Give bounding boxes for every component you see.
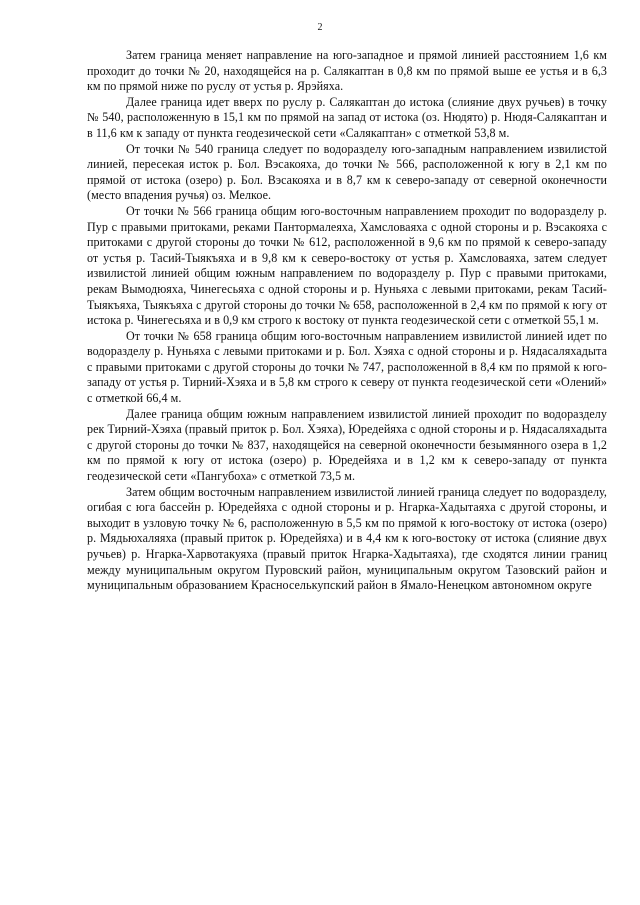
paragraph: От точки № 540 граница следует по водоразделу юго-западным направлением извилистой линией, пересекая исток р. Бол. Вэсакояха, до точки № 566, расположенной к югу в 2,1 км по прямой от истока (озеро) р. Бол. Вэсакояха и в 8,7 км к северо-западу от северной оконечности (место впадения ручья) оз. Мелкое. xyxy=(87,141,607,203)
paragraph: От точки № 658 граница общим юго-восточным направлением извилистой линией идет по водоразделу р. Нуньяха с левыми притоками и р. Бол. Хэяха с одной стороны и р. Нядасаляхадыта с правыми притоками с другой стороны до точки № 747, расположенной в 8,4 км по прямой к юго-западу от устья р. Тирний-Хэяха и в 5,8 км строго к северу от пункта геодезической сети «Олений» с отметкой 66,4 м. xyxy=(87,328,607,406)
paragraph: Затем общим восточным направлением извилистой линией граница следует по водоразделу, огибая с юга бассейн р. Юредейяха с одной стороны и р. Нгарка-Хадытаяха с другой стороны, и выходит в узловую точку № 6, расположенную в 5,5 км по прямой к юго-востоку от истока (озеро) р. Мядьюхаляяха (правый приток р. Юредейяха) и в 4,4 км к юго-востоку от истока (слияние двух ручьев) р. Нгарка-Харвотакуяха (правый приток Нгарка-Хадытаяха), где сходятся линии границ между муниципальным округом Пуровский район, муниципальным округом Тазовский район и муниципальным образованием Красноселькупский район в Ямало-Ненецком автономном округе xyxy=(87,484,607,593)
paragraph: От точки № 566 граница общим юго-восточным направлением проходит по водоразделу р. Пур с правыми притоками, реками Пантормалеяха, Хамсловаяха с одной стороны и р. Вэсакояха с притоками с другой стороны до точки № 612, расположенной в 9,6 км по прямой к северо-западу от устья р. Тасий-Тыякъяха и в 9,8 км к северо-востоку от устья р. Хамсловаяха, затем следует извилистой линией общим южным направлением по водоразделу р. Пур с правыми притоками, рекам Вымодюяха, Чинегесьяха с одной стороны и р. Нуньяха с левыми притоками, рекам Тасий-Тыякъяха, Тыякъяха с другой стороны до точки № 658, расположенной в 2,4 км по прямой к югу от истока р. Чинегесьяха и в 0,9 км строго к востоку от пункта геодезической сети с отметкой 55,1 м. xyxy=(87,203,607,328)
paragraph: Затем граница меняет направление на юго-западное и прямой линией расстоянием 1,6 км проходит до точки № 20, находящейся на р. Салякаптан в 0,8 км по прямой выше ее устья и в 6,3 км по прямой ниже по руслу от устья р. Ярэйяха. xyxy=(87,48,607,94)
page-number: 2 xyxy=(317,22,323,33)
paragraph: Далее граница общим южным направлением извилистой линией проходит по водоразделу рек Тирний-Хэяха (правый приток р. Бол. Хэяха), Юредейяха с одной стороны и р. Нядасаляхадыта с другой стороны до точки № 837, находящейся на северной оконечности безымянного озера в 1,2 км по прямой к югу от истока (озеро) р. Юредейяха и в 1,2 км к северо-западу от пункта геодезической сети «Пангубоха» с отметкой 73,5 м. xyxy=(87,406,607,484)
paragraph: Далее граница идет вверх по руслу р. Салякаптан до истока (слияние двух ручьев) в точку № 540, расположенную в 15,1 км по прямой на запад от истока (оз. Нюдято) р. Нюдя-Салякаптан и в 11,6 км к западу от пункта геодезической сети «Салякаптан» с отметкой 53,8 м. xyxy=(87,94,607,140)
document-body xyxy=(87,48,607,594)
